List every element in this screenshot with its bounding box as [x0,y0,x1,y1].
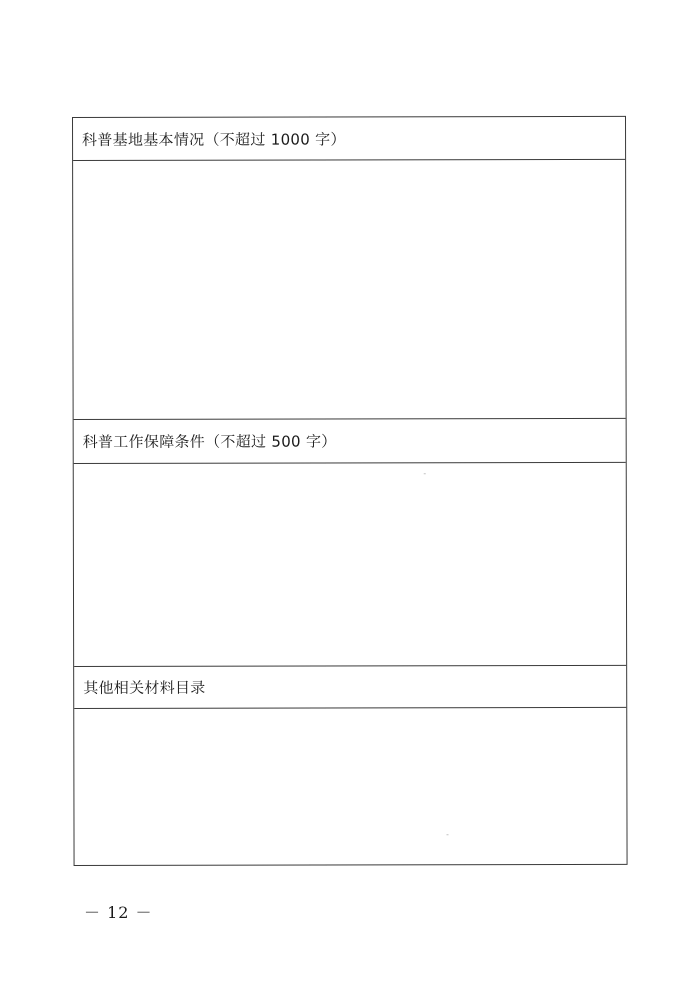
section-header-support-conditions [74,419,626,464]
section-heading-support-conditions: 科普工作保障条件（不超过 500 字） [82,432,337,451]
scan-speck [447,834,449,835]
section-header-basic-info [73,117,625,161]
section-body-basic-info[interactable] [73,160,626,420]
section-header-materials-list [74,666,626,709]
section-body-materials-list[interactable] [74,708,626,865]
application-form-table [72,116,628,866]
page-number: － 12 － [84,903,153,922]
section-body-support-conditions[interactable] [74,463,626,667]
section-heading-materials-list: 其他相关材料目录 [83,678,206,697]
scan-speck [424,473,426,474]
section-heading-basic-info: 科普基地基本情况（不超过 1000 字） [82,129,346,149]
